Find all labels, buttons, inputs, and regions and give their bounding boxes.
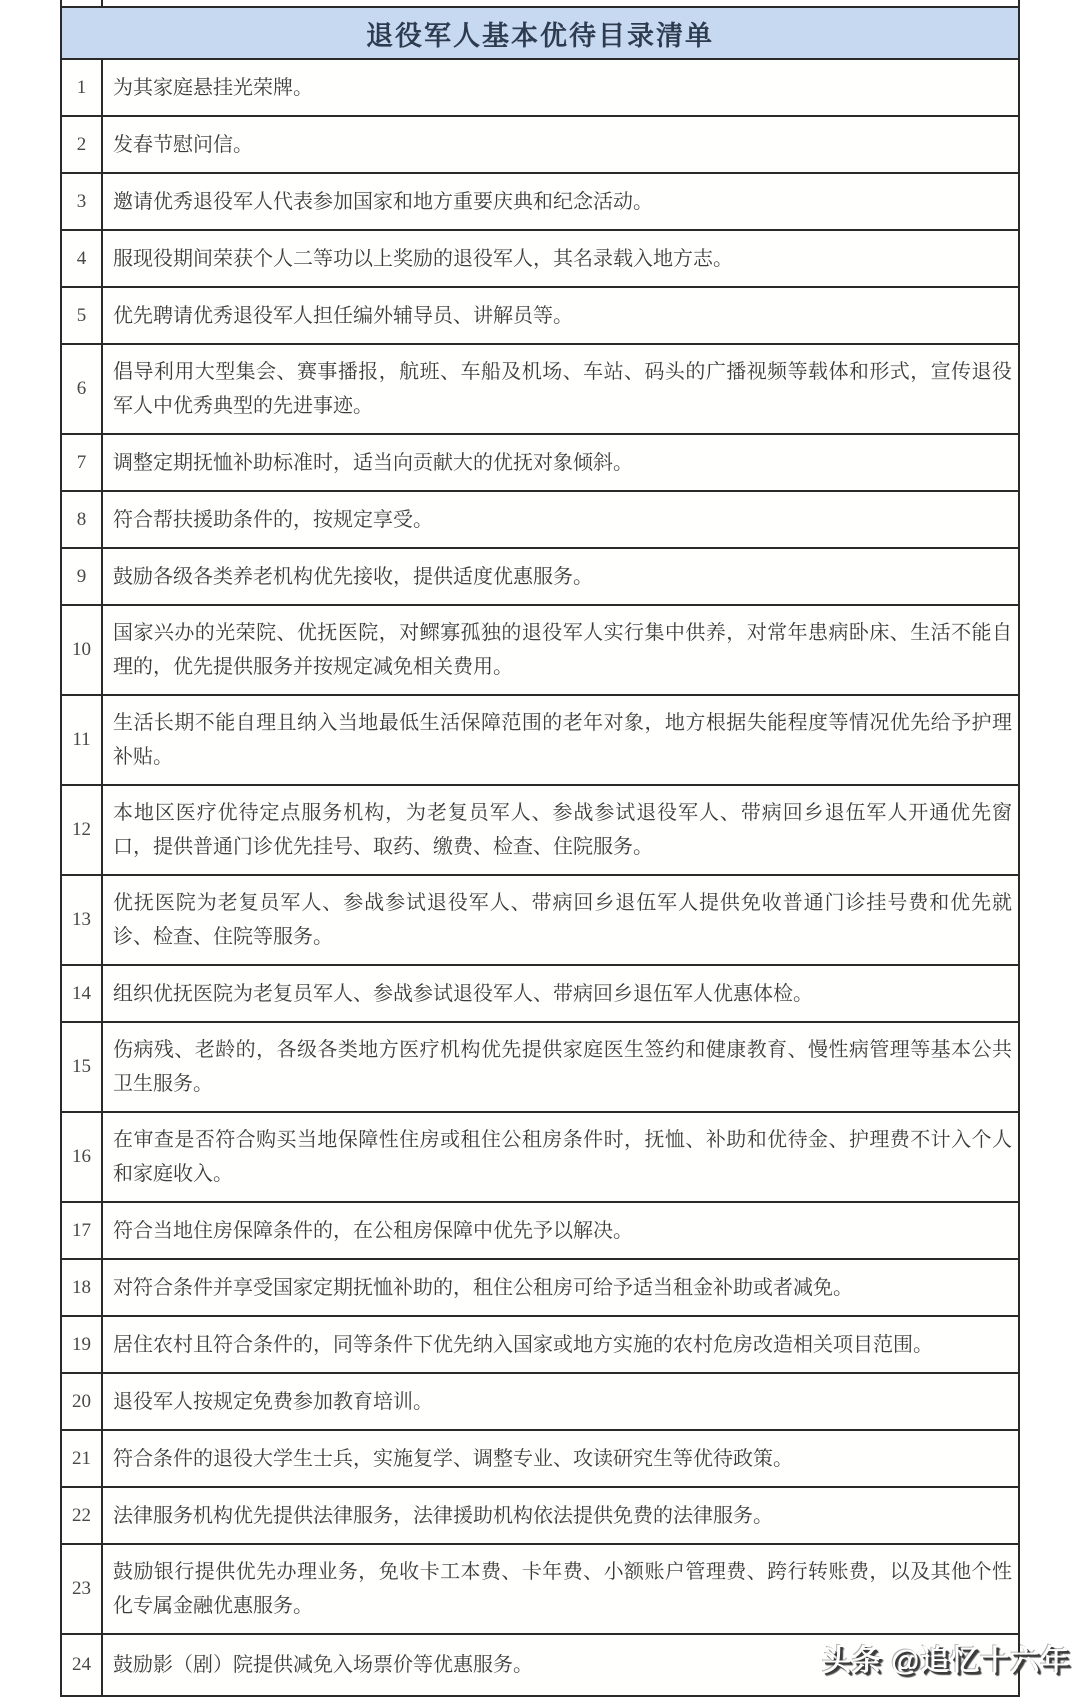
row-text-cell — [103, 492, 1018, 547]
table-row — [62, 1113, 1018, 1203]
row-text-cell — [103, 1545, 1018, 1633]
row-number: 16 — [62, 1113, 103, 1201]
clipped-number-cell — [62, 0, 103, 6]
row-text-cell — [103, 435, 1018, 490]
row-number: 20 — [62, 1374, 103, 1429]
row-text-cell — [103, 345, 1018, 433]
table-row — [62, 696, 1018, 786]
table-row — [62, 1431, 1018, 1488]
row-text-cell — [103, 1488, 1018, 1543]
row-number: 21 — [62, 1431, 103, 1486]
table-row — [62, 288, 1018, 345]
row-number: 24 — [62, 1635, 103, 1695]
row-text: 调整定期抚恤补助标准时，适当向贡献大的优抚对象倾斜。 — [113, 451, 633, 474]
row-text: 本地区医疗优待定点服务机构，为老复员军人、参战参试退役军人、带病回乡退伍军人开通优先窗口，提供普通门诊优先挂号、取药、缴费、检查、住院服务。 — [113, 802, 1012, 858]
row-text-cell — [103, 606, 1018, 694]
row-text: 倡导利用大型集会、赛事播报，航班、车船及机场、车站、码头的广播视频等载体和形式，宣传退役军人中优秀典型的先进事迹。 — [113, 361, 1012, 417]
table-row — [62, 606, 1018, 696]
row-text: 居住农村且符合条件的，同等条件下优先纳入国家或地方实施的农村危房改造相关项目范围。 — [113, 1333, 933, 1356]
table-row — [62, 966, 1018, 1023]
row-number: 23 — [62, 1545, 103, 1633]
row-text-cell — [103, 1023, 1018, 1111]
row-text: 为其家庭悬挂光荣牌。 — [113, 76, 313, 99]
table-row — [62, 876, 1018, 966]
row-text: 国家兴办的光荣院、优抚医院，对鳏寡孤独的退役军人实行集中供养，对常年患病卧床、生活不能自理的，优先提供服务并按规定减免相关费用。 — [113, 622, 1012, 678]
row-text: 发春节慰问信。 — [113, 133, 253, 156]
row-text: 退役军人按规定免费参加教育培训。 — [113, 1390, 433, 1413]
row-number: 18 — [62, 1260, 103, 1315]
watermark-text: 头条 @追忆十六年 — [822, 1645, 1071, 1677]
row-text: 伤病残、老龄的，各级各类地方医疗机构优先提供家庭医生签约和健康教育、慢性病管理等基本公共卫生服务。 — [113, 1039, 1012, 1095]
row-text-cell — [103, 1113, 1018, 1201]
row-number: 1 — [62, 60, 103, 115]
row-text: 组织优抚医院为老复员军人、参战参试退役军人、带病回乡退伍军人优惠体检。 — [113, 982, 813, 1005]
table-row — [62, 549, 1018, 606]
row-text-cell — [103, 60, 1018, 115]
row-number: 2 — [62, 117, 103, 172]
row-number: 19 — [62, 1317, 103, 1372]
row-text-cell — [103, 786, 1018, 874]
table-row — [62, 117, 1018, 174]
row-number: 7 — [62, 435, 103, 490]
row-number: 15 — [62, 1023, 103, 1111]
table-row — [62, 231, 1018, 288]
table-row — [62, 1203, 1018, 1260]
table-row — [62, 174, 1018, 231]
row-number: 12 — [62, 786, 103, 874]
row-text-cell — [103, 174, 1018, 229]
table-title: 退役军人基本优待目录清单 — [366, 20, 714, 51]
table-row — [62, 435, 1018, 492]
table-row — [62, 1260, 1018, 1317]
row-text: 符合条件的退役大学生士兵，实施复学、调整专业、攻读研究生等优待政策。 — [113, 1447, 793, 1470]
row-number: 13 — [62, 876, 103, 964]
row-text-cell — [103, 1317, 1018, 1372]
table-row — [62, 345, 1018, 435]
row-text-cell — [103, 117, 1018, 172]
row-text-cell — [103, 549, 1018, 604]
row-number: 10 — [62, 606, 103, 694]
row-number: 14 — [62, 966, 103, 1021]
table-row — [62, 1023, 1018, 1113]
table-row — [62, 1488, 1018, 1545]
benefits-table-body — [60, 60, 1020, 1697]
row-text: 优先聘请优秀退役军人担任编外辅导员、讲解员等。 — [113, 304, 573, 327]
row-text-cell — [103, 231, 1018, 286]
row-number: 8 — [62, 492, 103, 547]
row-number: 3 — [62, 174, 103, 229]
row-text-cell — [103, 966, 1018, 1021]
table-title-bar — [60, 6, 1020, 60]
row-number: 5 — [62, 288, 103, 343]
row-number: 22 — [62, 1488, 103, 1543]
row-text: 符合当地住房保障条件的，在公租房保障中优先予以解决。 — [113, 1219, 633, 1242]
benefits-table — [60, 0, 1020, 1697]
table-row — [62, 492, 1018, 549]
row-text: 服现役期间荣获个人二等功以上奖励的退役军人，其名录载入地方志。 — [113, 247, 733, 270]
row-text: 对符合条件并享受国家定期抚恤补助的，租住公租房可给予适当租金补助或者减免。 — [113, 1276, 853, 1299]
row-text-cell — [103, 288, 1018, 343]
table-row — [62, 60, 1018, 117]
row-text-cell — [103, 1374, 1018, 1429]
row-text: 生活长期不能自理且纳入当地最低生活保障范围的老年对象，地方根据失能程度等情况优先给予护理补贴。 — [113, 712, 1012, 768]
row-number: 11 — [62, 696, 103, 784]
row-text-cell — [103, 1203, 1018, 1258]
table-row — [62, 1317, 1018, 1374]
row-text-cell — [103, 696, 1018, 784]
row-text: 邀请优秀退役军人代表参加国家和地方重要庆典和纪念活动。 — [113, 190, 653, 213]
row-text-cell — [103, 1260, 1018, 1315]
row-text-cell — [103, 1431, 1018, 1486]
row-text: 优抚医院为老复员军人、参战参试退役军人、带病回乡退伍军人提供免收普通门诊挂号费和优先就诊、检查、住院等服务。 — [113, 892, 1012, 948]
row-text: 鼓励银行提供优先办理业务，免收卡工本费、卡年费、小额账户管理费、跨行转账费，以及其他个性化专属金融优惠服务。 — [113, 1561, 1012, 1617]
row-number: 9 — [62, 549, 103, 604]
row-text: 鼓励各级各类养老机构优先接收，提供适度优惠服务。 — [113, 565, 593, 588]
row-text: 法律服务机构优先提供法律服务，法律援助机构依法提供免费的法律服务。 — [113, 1504, 773, 1527]
row-number: 6 — [62, 345, 103, 433]
row-text: 符合帮扶援助条件的，按规定享受。 — [113, 508, 433, 531]
row-text: 鼓励影（剧）院提供减免入场票价等优惠服务。 — [113, 1654, 533, 1676]
row-number: 17 — [62, 1203, 103, 1258]
row-text-cell — [103, 876, 1018, 964]
row-text: 在审查是否符合购买当地保障性住房或租住公租房条件时，抚恤、补助和优待金、护理费不计入个人和家庭收入。 — [113, 1129, 1012, 1185]
row-number: 4 — [62, 231, 103, 286]
table-row — [62, 1374, 1018, 1431]
table-row — [62, 786, 1018, 876]
table-row — [62, 1545, 1018, 1635]
